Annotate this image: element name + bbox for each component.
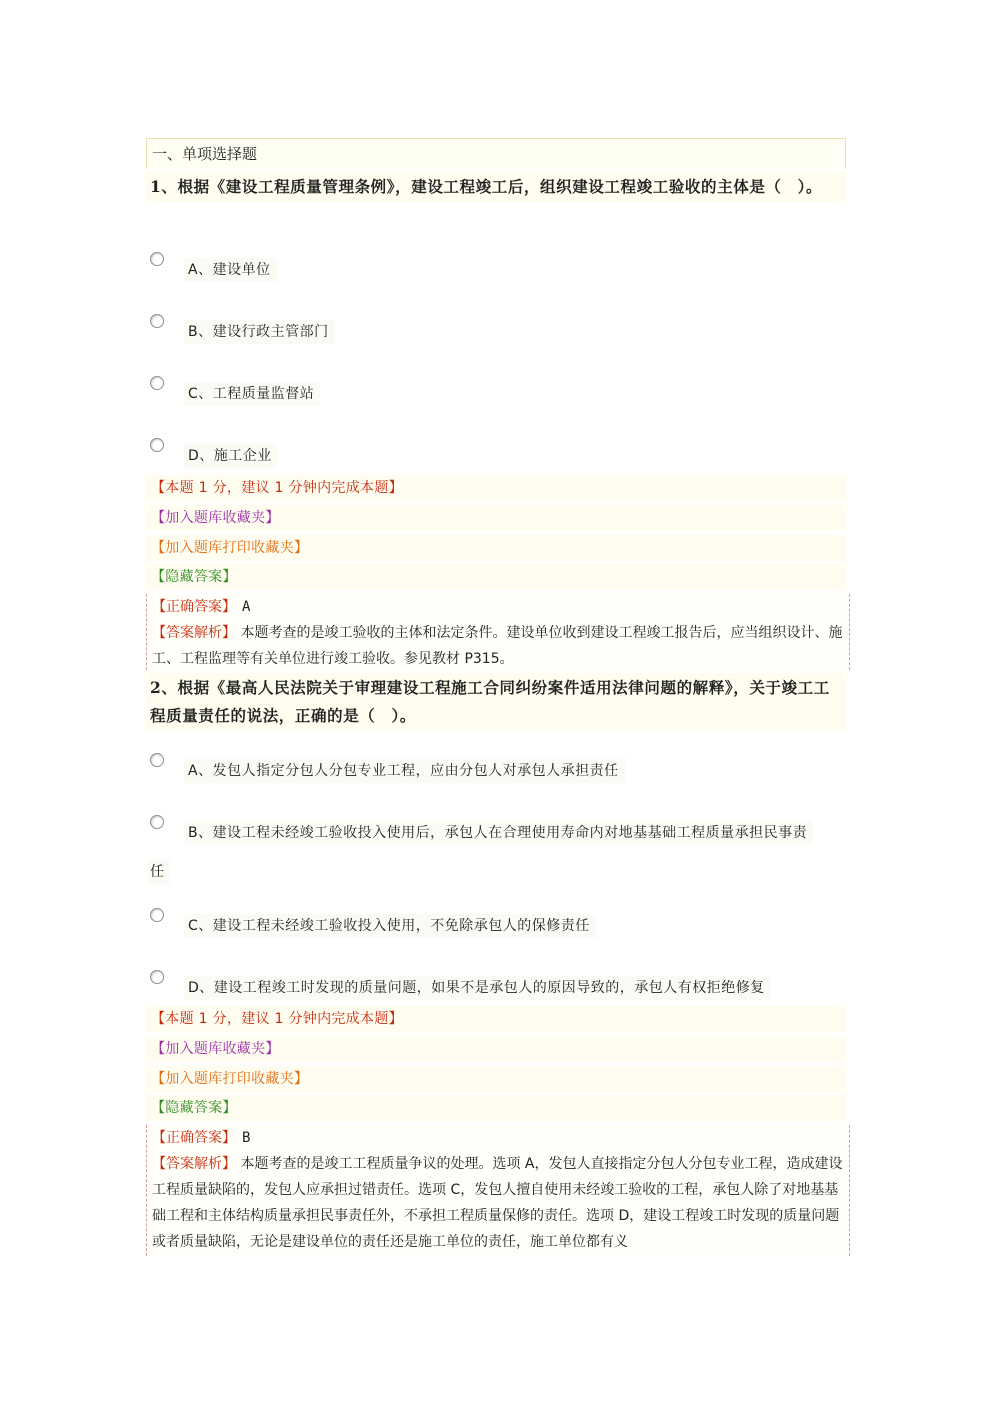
correct-answer-label: 【正确答案】 xyxy=(152,1130,236,1146)
question-2-hide-answer-link[interactable]: 【隐藏答案】 xyxy=(146,1095,846,1121)
option-label: D、建设工程竣工时发现的质量问题，如果不是承包人的原因导致的，承包人有权拒绝修复 xyxy=(184,976,771,1000)
question-1-time-hint: 【本题 1 分，建议 1 分钟内完成本题】 xyxy=(146,475,846,501)
analysis-label: 【答案解析】 xyxy=(152,625,236,641)
radio-button[interactable] xyxy=(150,252,164,266)
question-1-hide-answer-link[interactable]: 【隐藏答案】 xyxy=(146,564,846,590)
analysis-label: 【答案解析】 xyxy=(152,1156,236,1172)
analysis-row xyxy=(152,620,846,672)
radio-button[interactable] xyxy=(150,438,164,452)
correct-answer-value: A xyxy=(242,599,251,615)
radio-button[interactable] xyxy=(150,314,164,328)
radio-button[interactable] xyxy=(150,908,164,922)
question-2-time-hint: 【本题 1 分，建议 1 分钟内完成本题】 xyxy=(146,1006,846,1032)
option-label: A、发包人指定分包人分包专业工程，应由分包人对承包人承担责任 xyxy=(184,759,625,783)
radio-button[interactable] xyxy=(150,376,164,390)
question-1-add-favorite-link[interactable]: 【加入题库收藏夹】 xyxy=(146,505,846,531)
question-2-answer-box xyxy=(146,1125,850,1256)
question-2-add-print-favorite-link[interactable]: 【加入题库打印收藏夹】 xyxy=(146,1066,846,1092)
analysis-text: 本题考查的是竣工工程质量争议的处理。选项 A，发包人直接指定分包人分包专业工程，造成建设工程质量缺陷的，发包人应承担过错责任。选项 C，发包人擅自使用未经竣工验收的工程，承包人除了对地基基础工程和主体结构质量承担民事责任外，不承担工程质量保修的责任。选项 D，建设工程竣工时发现的质量问题或者质量缺陷，无论是建设单位的责任还是施工单位的责任，施工单位都有义 xyxy=(152,1156,843,1250)
correct-answer-label: 【正确答案】 xyxy=(152,599,236,615)
analysis-text: 本题考查的是竣工验收的主体和法定条件。建设单位收到建设工程竣工报告后，应当组织设计、施工、工程监理等有关单位进行竣工验收。参见教材 P315。 xyxy=(152,625,843,667)
analysis-row xyxy=(152,1151,846,1255)
correct-answer-row xyxy=(152,594,846,620)
radio-button[interactable] xyxy=(150,815,164,829)
option-label: D、施工企业 xyxy=(184,444,278,468)
section-title: 一、单项选择题 xyxy=(146,138,846,169)
correct-answer-row xyxy=(152,1125,846,1151)
question-2-title: 2、根据《最高人民法院关于审理建设工程施工合同纠纷案件适用法律问题的解释》，关于竣工工程质量责任的说法，正确的是（ ）。 xyxy=(146,673,846,731)
question-2-option-b-continued: 任 xyxy=(148,860,170,884)
correct-answer-value: B xyxy=(242,1130,251,1146)
radio-button[interactable] xyxy=(150,753,164,767)
option-label: B、建设工程未经竣工验收投入使用后，承包人在合理使用寿命内对地基基础工程质量承担民事责 xyxy=(184,821,813,845)
question-1-title: 1、根据《建设工程质量管理条例》，建设工程竣工后，组织建设工程竣工验收的主体是（ ）。 xyxy=(146,172,846,202)
question-1-answer-box xyxy=(146,594,850,670)
option-label: C、建设工程未经竣工验收投入使用，不免除承包人的保修责任 xyxy=(184,914,596,938)
radio-button[interactable] xyxy=(150,970,164,984)
option-label: C、工程质量监督站 xyxy=(184,382,320,406)
option-label: A、建设单位 xyxy=(184,258,277,282)
question-2-add-favorite-link[interactable]: 【加入题库收藏夹】 xyxy=(146,1036,846,1062)
question-1-add-print-favorite-link[interactable]: 【加入题库打印收藏夹】 xyxy=(146,535,846,561)
option-label: B、建设行政主管部门 xyxy=(184,320,335,344)
